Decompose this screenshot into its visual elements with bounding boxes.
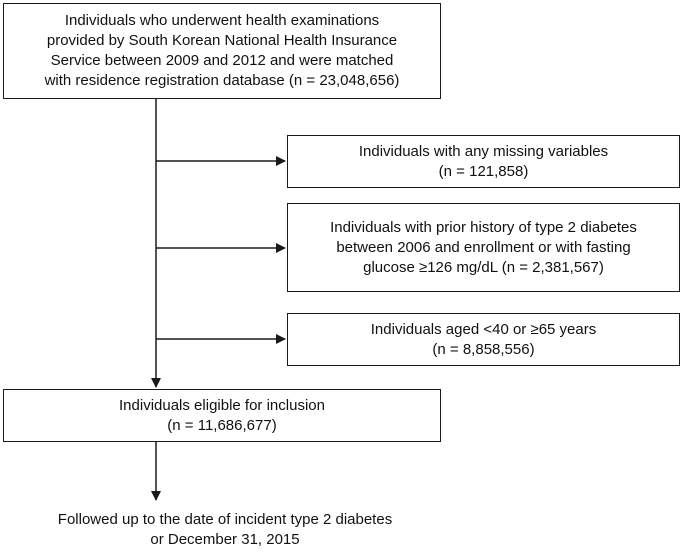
exclusion-text-missing-variables: Individuals with any missing variables (n = 121,858) [358, 142, 609, 180]
exclusion-text-age: Individuals aged <40 or ≥65 years (n = 8,858,556) [370, 320, 597, 358]
exclusion-box-age [287, 313, 680, 366]
eligible-cohort-text: Individuals eligible for inclusion (n = 11,686,677) [119, 396, 325, 434]
exclusion-text-prior-diabetes: Individuals with prior history of type 2 diabetes between 2006 and enrollment or with fasting glucose ≥126 mg/dL (n = 2,381,567) [330, 218, 637, 276]
followup-text: Followed up to the date of incident type 2 diabetes or December 31, 2015 [57, 511, 393, 548]
exclusion-box-missing-variables [287, 135, 680, 188]
eligible-cohort-box [3, 389, 441, 442]
initial-cohort-box [3, 3, 441, 99]
exclusion-box-prior-diabetes [287, 203, 680, 292]
initial-cohort-text: Individuals who underwent health examinations provided by South Korean National Health Insurance Service between 2009 and 2012 and were matched with residence registration database (n = 23,048,656) [44, 12, 400, 89]
